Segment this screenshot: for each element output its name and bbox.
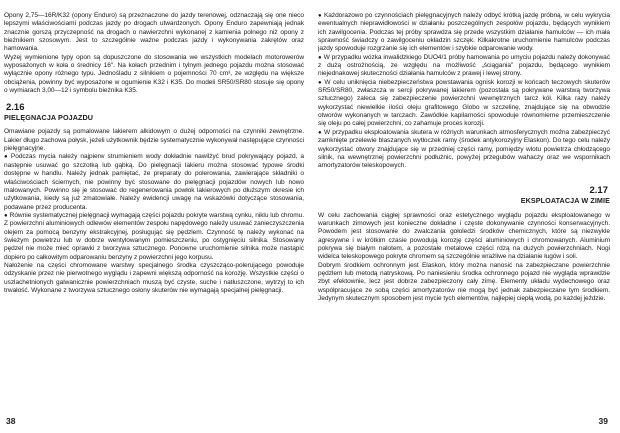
winter-paragraph-1: W celu zachowania ciągłej sprawności oraz estetycznego wyglądu pojazdu eksploatowanego w warunkach zimowych jest konieczne dokładne i częste dokonywanie czynności konserwacyjnych. Powodem jest stosowanie do zwalczania gołoledzi środków chemicznych, które są niezwykle agresywne i w krótkim czasie powodują korozję części aluminiowych i chromowanych. Aluminium pokrywa się białym nalotem, a pozostałe metalowe części rdzą na dużych powierzchniach. Nogi widelca teleskopowego pokryte chromem są szczególnie wrażliwe na działanie ługów i soli.	[318, 211, 610, 261]
paragraph-text: W celu uniknięcia niebezpieczeństwa powstawania ognisk korozji w końcach teczowych skuterów SR50/SR80, zwłaszcza w sercji pokrywanej lakierem (pozostała są pokrywane warstwą tworzywa sztucznego) zaleca się zabezpieczenie powierzchni wewnętrznych tarcz kół. Kilka razy należy wykorzystać niewielkie ilości oleju grafitowego Globo w szczelinę, znajdujące się na obwodzie otworów wykonanych w tarczach. Zawódkie kapilarności spowoduje równomierne przemieszczenie się oleju po całej powierzchni, co zahamuje proces korozji.	[318, 78, 610, 128]
section-title: PIELĘGNACJA POJAZDU	[4, 113, 94, 123]
bullet-icon: ●	[4, 154, 9, 161]
paragraph-text: Podczas mycia należy najpierw strumieniem wody dokładnie nawilżyć brud pokrywający pojazd, a następnie usuwać go szczotką lub gąbką. Do pielęgnacji lakieru można stosować typowe środki dostępne w handlu. Należy jednak pamiętać, że preparaty do polerowania, zawierające składniki o właściwościach ściernych, nie powinny być stosowane do pielęgnacji pojazdów nowych lub nowo malowanych. Powinno się je stosować do regenerowania powłok lakierowych po dłuższym okresie ich użytkowania, kiedy są już zmatowiałe. Należy ewidencji uwagę na wskazówki dotyczące stosowania, podawane przez producenta.	[4, 153, 304, 211]
paragraph	[4, 212, 304, 262]
paragraph-text: Równie systematycznej pielęgnacji wymagają części pojazdu pokryte warstwą cynku, niklu lub chromu. Z powierzchni aluminiowych odlewów elementów zespołu napędowego należy usuwać zanieczyszczenia olejem za pomocą benzyny ekstrakcyjnej, posługując się pędzlem. Czynność tę należy wykonać na świeżym powietrzu lub w dobrze wentylowanym pomieszczeniu, po ostygnięciu silnika. Stosowany pędzel nie może mieć oprawki z tworzywa sztucznego. Ponowne uruchomienie silnika może nastąpić dopiero po całkowitym odparowaniu benzyny z powierzchni jego korpusu.	[4, 211, 304, 261]
bullet-icon: ●	[4, 212, 8, 219]
section-number: 2.16	[6, 102, 25, 114]
bullet-icon: ●	[318, 79, 323, 86]
paragraph-text: W przypadku wózka inwalidzkiego DUO4/1 próby hamowania po umyciu pojazdu należy dokonywać z dużą ostrożnością, ze względu na możliwość „ściągania" pojazdu, będącego wynikiem niejednakowej skuteczności działania hamulców z prawej i lewej strony.	[318, 53, 610, 78]
paragraph	[318, 129, 610, 171]
winter-paragraph-2: Dobrym środkiem ochronnym jest Elaskon, który można nanosić na zabezpieczane powierzchnie pędzlem lub metodą natryskową. Po naniesieniu środka ochronnego pojazd nie wygląda wprawdzie zbyt efektownie, lecz jest dobrze zabezpieczony cały zimę. Elementy układu wydechowego oraz współpracujące ze sobą części amortyzatorów nie mogą być jednak zabezpieczane tym środkiem. Jedynym skutecznym sposobem jest mycie tych elementów, najlepiej ciepłą wodą, po każdej jeździe.	[318, 261, 610, 302]
paragraph-text: Każdorazowo po czynnościach pielęgnacyjnych należy odbyć krótką jazdę próbną, w celu wykrycia ewentualnych nieprawidłowości w działaniu poszczególnych zespołów pojazdu, będących wynikiem ich zawilgocenia. Podczas tej próby sprawdza się przede wszystkim działanie hamulców — ich mała sprawność świadczy o zawilgoceniu okładzin szczęk. Kilkakrotne uruchomienie hamulców podczas jazdy spowoduje rozgrzanie się ich elementów i szybkie odparowanie wody.	[318, 12, 610, 53]
bullet-icon: ●	[318, 129, 322, 136]
paragraph	[318, 54, 610, 79]
intro-paragraph-1: Opony 2,75—16R/K32 (opony Enduro) są przeznaczone do jazdy terenowej, odznaczają się one nieco lepszymi właściwościami podczas jazdy po drogach utwardzonych. Opony Enduro zapewniają jednak znacznie gorszą przyczepność na drogach o nawierzchni wykonanej z kamienia polnego niż opony z bieżnikiem szosowym. Jest to szczególnie ważne podczas jazdy i wykonywania zakrętów oraz hamowania.	[4, 12, 304, 53]
bullet-icon: ●	[318, 54, 322, 61]
paragraph	[4, 128, 304, 153]
paragraph	[318, 12, 610, 54]
page-number: 38	[6, 416, 16, 426]
section-number: 2.17	[589, 184, 608, 196]
paragraph-text: Nałożenie na części chromowane warstwy specjalnego środka czyszcząco-polerującego powoduje odzyskanie przez nie pierwotnego wyglądu i zapewni większą odporność na korozję. Wszystkie części o uszlachetnionych galwanicznie powierzchniach muszą być czyste, suche i natłuszczone, wytrzyj to ich trwałość. Wykonane z tworzywa sztucznego osłony skuterów nie wymagają specjalnej pielęgnacji.	[4, 261, 304, 294]
paragraph	[318, 79, 610, 129]
page-number: 39	[598, 416, 608, 426]
paragraph-text: W przypadku eksploatowania skutera w różnych warunkach atmosferycznych można zabezpieczyć zamknięte przelewie blaszanych wytłoczek ramy (środek antykorozyjny Elaskon). Do tego celu należy wykorzystać otwory znajdujące się w przedniej części ramy, pomiędzy wlotu powietrza chłodzącego silnik, na wewnętrznej powierzchni podłużnic, powyżej przegubów wahaczy oraz we wspornikach amortyzatorów teleskopowych.	[318, 128, 610, 170]
paragraph	[4, 262, 304, 295]
section-title: EKSPLOATACJA W ZIMIE	[520, 195, 610, 205]
paragraph	[4, 153, 304, 211]
intro-paragraph-2: Wyżej wymienione typy opon są dopuszczone do stosowania we wszystkich modelach motorowerów wyposażonych w koła o średnicy 16". Na kołach przednim i tylnym jednego pojazdu można stosować wyłącznie opony różnego typu. Jednośladu z silnikiem o pojemności 70 cm³, ze względu na większe obciążenia, powinny być wyposażone w ogumienie K32 i K35. Do modeli SR50/SR80 stosuje się opony o wymiarach 3,00—12 i symbolu bieżnika K35.	[4, 53, 304, 95]
paragraph-text: Omawiane pojazdy są pomalowane lakierem alkidowym o dużej odporności na czynniki zewnętrzne. Lakier długo zachowa połysk, jeżeli użytkownik będzie systematycznie wykonywał następujące czynności pielęgnacyjne.	[4, 128, 304, 153]
right-page	[310, 0, 620, 433]
bullet-icon: ●	[318, 13, 322, 19]
